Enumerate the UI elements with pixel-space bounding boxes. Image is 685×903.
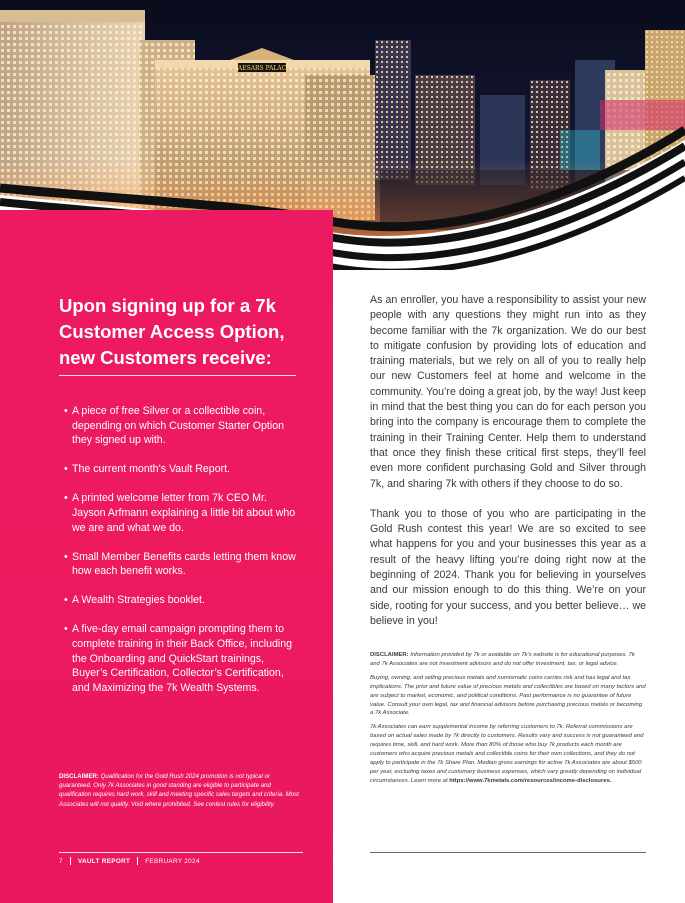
list-item xyxy=(64,491,296,535)
bullet-icon: • xyxy=(64,550,68,563)
footer-separator xyxy=(70,857,71,865)
right-footer-divider xyxy=(370,852,646,853)
benefit-text: A printed welcome letter from 7k CEO Mr. Jayson Arfmann explaining a little bit about who we are and what we do. xyxy=(72,492,296,534)
disclaimer-paragraph: Buying, owning, and selling precious metals and numismatic coins carries risk and has legal and tax implications. The prior and future value of precious metals and collectibles are based on many factors and are subject to market, economic, and political conditions. Past performance is no guarantee of future value. Consult your own legal, tax and financial advisors before purchasing precious metals or becoming a 7k Associate. xyxy=(370,674,646,717)
caesars-palace-sign: CAESARS PALACE xyxy=(233,65,291,72)
benefit-text: A Wealth Strategies booklet. xyxy=(72,594,205,607)
bullet-icon: • xyxy=(64,623,68,636)
headline: Upon signing up for a 7k Customer Access Option, new Customers receive: xyxy=(59,295,285,368)
benefit-text: Small Member Benefits cards letting them know how each benefit works. xyxy=(72,550,296,578)
page-footer xyxy=(59,857,200,865)
disclaimer-label: DISCLAIMER: xyxy=(370,652,409,658)
benefits-list xyxy=(64,404,296,710)
contest-disclaimer xyxy=(59,772,299,809)
disclaimer-paragraph xyxy=(370,723,646,785)
list-item xyxy=(64,593,296,608)
income-disclosure-link[interactable]: https://www.7kmetals.com/resources/income-disclosures. xyxy=(449,777,612,784)
article-body xyxy=(370,293,646,644)
disclaimer-text: Qualification for the Gold Rush 2024 promotion is not typical or guaranteed. Only 7k Associates in good standing are eligible to participate and qualification requires hard work, skill and meeting specific sales targets and criteria. Most Associates will not qualify. Void where prohibited. See contest rules for eligibility. xyxy=(59,773,299,808)
disclaimer-paragraph xyxy=(370,651,646,669)
disclaimer-label: DISCLAIMER: xyxy=(59,773,99,780)
benefit-text: The current month’s Vault Report. xyxy=(72,463,231,476)
footer-divider xyxy=(59,852,303,853)
disclaimer-text: 7k Associates can earn supplemental income by referring customers to 7k. Referral commissions are based on actual sales made by 7k directly to customers. Results vary and success is not guaranteed and requires time, skill, and hard work. More than 80% of those who buy 7k products each month are customers who acquire precious metals and collectible coins for their own collections, and they do not apply to participate in the 7k Share Plan. Median gross earnings for active 7k Associates are about $500 per year, excluding taxes and customary business expenses, which vary greatly depending on individual circumstances. Learn more at xyxy=(370,724,644,784)
list-item xyxy=(64,404,296,448)
bullet-icon: • xyxy=(64,594,68,607)
issue-date: FEBRUARY 2024 xyxy=(145,857,200,865)
legal-disclaimer xyxy=(370,651,646,791)
body-paragraph: Thank you to those of you who are participating in the Gold Rush contest this year! We are so excited to see what happens for you and your businesses this year as a result of the heavy lifting you’re doing right now at the beginning of 2024. Thank you for believing in yourselves and our mission enough to do this thing. We’re on your side, rooting for your success, and you better believe… we believe in you! xyxy=(370,507,646,627)
list-item xyxy=(64,462,296,477)
bullet-icon: • xyxy=(64,405,68,417)
bullet-icon: • xyxy=(64,492,68,505)
body-paragraph: As an enroller, you have a responsibility to assist your new people with any questions they might run into as they become familiar with the 7k organization. We do our best to mitigate confusion by providing lots of education and training materials, but we rely on all of you to really help our new Customers feel at home and welcome in the community. You’re doing a great job, by the way! Just keep in mind that the best thing you can do for each person you bring into the company is encourage them to complete the training in their Training Center. Help them to understand that once they finish these critical first steps, they’ll feel even more confident purchasing Gold and Silver through 7k, and sharing 7k with others if they choose to do so. xyxy=(370,294,646,490)
headline-divider xyxy=(59,375,296,376)
benefit-text: A five-day email campaign prompting them to complete training in their Back Office, including the Onboarding and QuickStart trainings, Buyer’s Certification, Collector’s Certification, and Maximizing the 7k Wealth Systems. xyxy=(72,623,293,694)
disclaimer-text: Information provided by 7k or available on 7k’s website is for educational purposes. 7k and 7k Associates are not investment advisors and do not offer investment, tax, or legal advice. xyxy=(370,652,635,667)
publication-name: VAULT REPORT xyxy=(77,857,131,865)
footer-separator xyxy=(137,857,138,865)
list-item xyxy=(64,550,296,579)
list-item xyxy=(64,622,296,695)
page-number: 7 xyxy=(59,857,63,865)
benefit-text: A piece of free Silver or a collectible coin, depending on which Customer Starter Option they signed up with. xyxy=(72,405,284,447)
bullet-icon: • xyxy=(64,463,68,476)
